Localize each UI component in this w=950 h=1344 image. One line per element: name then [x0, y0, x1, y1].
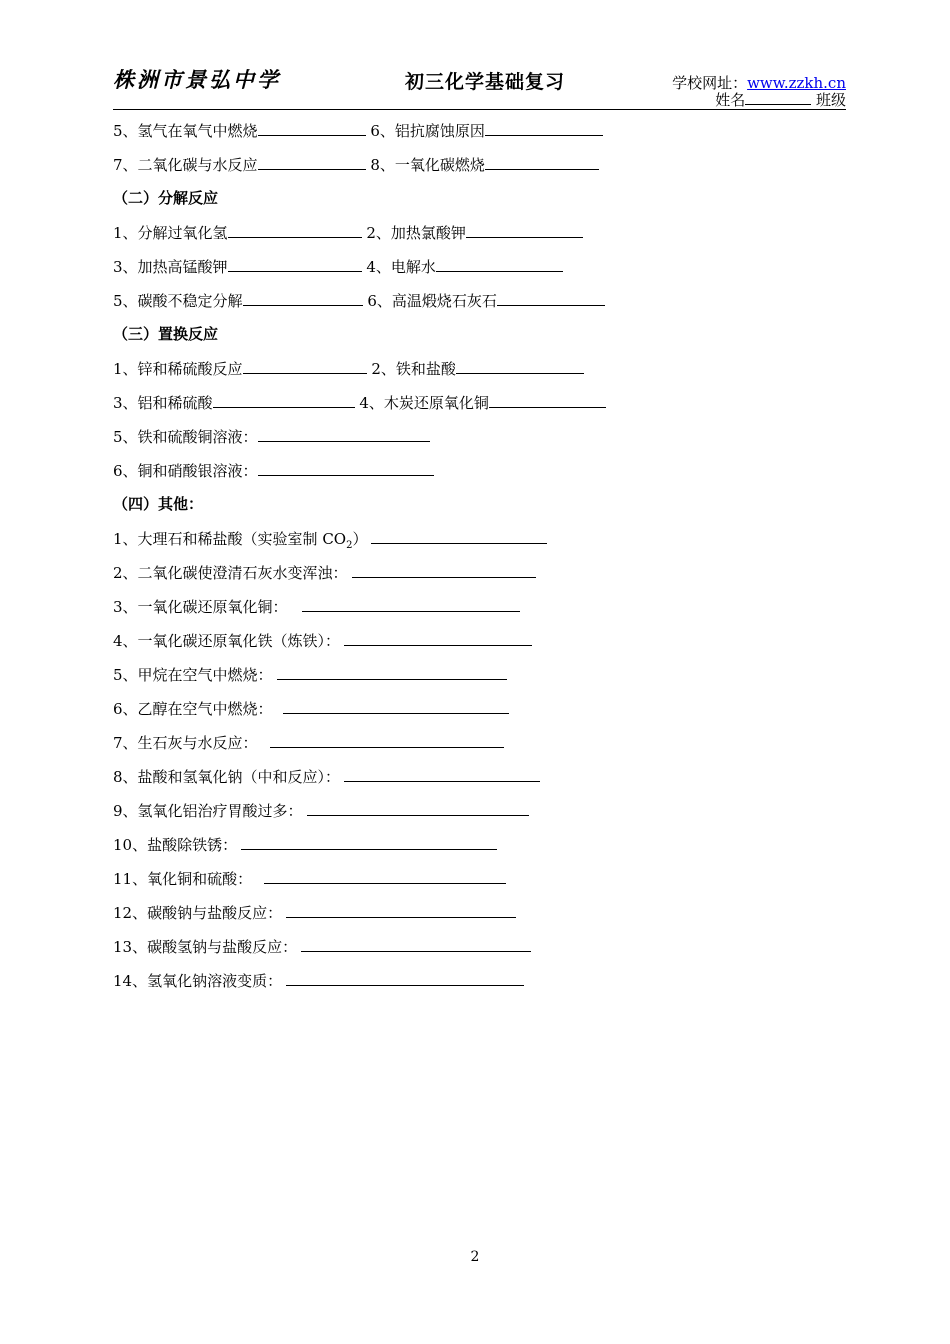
answer-blank[interactable] — [277, 665, 507, 680]
answer-blank[interactable] — [258, 121, 366, 136]
answer-blank[interactable] — [301, 937, 531, 952]
answer-blank[interactable] — [213, 393, 355, 408]
answer-blank[interactable] — [258, 461, 434, 476]
question-row — [113, 903, 516, 922]
question-label: 6、铝抗腐蚀原因 — [370, 122, 485, 140]
answer-blank[interactable] — [286, 971, 524, 986]
page-title: 初三化学基础复习 — [405, 71, 566, 93]
question-row — [113, 869, 506, 888]
section-heading: （四）其他： — [113, 495, 204, 513]
answer-blank[interactable] — [352, 563, 536, 578]
question-label: 3、铝和稀硫酸 — [113, 394, 213, 412]
question-row — [113, 427, 430, 446]
question-label: 5、铁和硫酸铜溶液： — [113, 428, 258, 446]
question-row — [113, 631, 532, 650]
question-label: 8、一氧化碳燃烧 — [370, 156, 485, 174]
answer-blank[interactable] — [489, 393, 606, 408]
answer-blank[interactable] — [497, 291, 605, 306]
question-row — [113, 733, 504, 752]
answer-blank[interactable] — [228, 223, 362, 238]
question-label: 13、碳酸氢钠与盐酸反应： — [113, 938, 298, 956]
answer-blank[interactable] — [436, 257, 563, 272]
page-header — [113, 62, 846, 110]
question-label: 11、氧化铜和硫酸： — [113, 870, 253, 888]
question-row — [113, 767, 540, 786]
question-label: 2、加热氯酸钾 — [366, 224, 466, 242]
class-label: 班级 — [815, 91, 846, 109]
question-row — [113, 937, 531, 956]
question-label: 14、氢氧化钠溶液变质： — [113, 972, 283, 990]
answer-blank[interactable] — [286, 903, 516, 918]
question-row — [113, 155, 599, 174]
question-row — [113, 835, 497, 854]
school-name: 株洲市景弘中学 — [113, 67, 281, 92]
answer-blank[interactable] — [264, 869, 506, 884]
question-label: 5、碳酸不稳定分解 — [113, 292, 243, 310]
answer-blank[interactable] — [344, 767, 540, 782]
question-label: 12、碳酸钠与盐酸反应： — [113, 904, 283, 922]
question-row — [113, 121, 603, 140]
answer-blank[interactable] — [344, 631, 532, 646]
question-row — [113, 461, 434, 480]
question-row — [113, 971, 524, 990]
answer-blank[interactable] — [307, 801, 529, 816]
question-row — [113, 257, 563, 276]
section-heading: （三）置换反应 — [113, 325, 219, 343]
question-row — [113, 223, 583, 242]
answer-blank[interactable] — [371, 529, 547, 544]
question-row — [113, 801, 529, 820]
question-label: 1、大理石和稀盐酸（实验室制 $CO_2$） — [113, 530, 368, 551]
question-label: 4、一氧化碳还原氧化铁（炼铁）： — [113, 632, 341, 650]
question-row — [113, 359, 584, 378]
page-number: 2 — [470, 1249, 480, 1265]
question-label: 4、电解水 — [366, 258, 436, 276]
question-label: 8、盐酸和氢氧化钠（中和反应）： — [113, 768, 341, 786]
answer-blank[interactable] — [456, 359, 584, 374]
question-label: 1、分解过氧化氢 — [113, 224, 228, 242]
question-label: 3、加热高锰酸钾 — [113, 258, 228, 276]
question-label: 3、一氧化碳还原氧化铜： — [113, 598, 288, 616]
question-label: 6、铜和硝酸银溶液： — [113, 462, 258, 480]
question-label: 6、乙醇在空气中燃烧： — [113, 700, 273, 718]
question-label: 5、甲烷在空气中燃烧： — [113, 666, 273, 684]
question-row — [113, 393, 606, 412]
question-label: 5、氢气在氧气中燃烧 — [113, 122, 258, 140]
answer-blank[interactable] — [302, 597, 520, 612]
answer-blank[interactable] — [485, 121, 603, 136]
name-blank[interactable] — [745, 91, 811, 105]
answer-blank[interactable] — [228, 257, 362, 272]
question-row — [113, 665, 507, 684]
answer-blank[interactable] — [485, 155, 599, 170]
section-heading: （二）分解反应 — [113, 189, 219, 207]
answer-blank[interactable] — [258, 427, 430, 442]
question-label: 2、铁和盐酸 — [371, 360, 456, 378]
question-row — [113, 597, 520, 616]
answer-blank[interactable] — [270, 733, 504, 748]
question-row — [113, 529, 547, 555]
site-label: 学校网址： — [672, 74, 748, 92]
question-label: 10、盐酸除铁锈： — [113, 836, 238, 854]
question-label: 7、生石灰与水反应： — [113, 734, 258, 752]
question-label: 1、锌和稀硫酸反应 — [113, 360, 243, 378]
name-label: 姓名 — [715, 91, 746, 109]
answer-blank[interactable] — [243, 359, 367, 374]
question-label: 2、二氧化碳使澄清石灰水变浑浊： — [113, 564, 348, 582]
name-class-line — [715, 89, 846, 110]
answer-blank[interactable] — [243, 291, 363, 306]
answer-blank[interactable] — [241, 835, 497, 850]
site-url-link[interactable]: www.zzkh.cn — [747, 74, 846, 92]
question-row — [113, 563, 536, 582]
question-label: 9、氢氧化铝治疗胃酸过多： — [113, 802, 303, 820]
question-label: 4、木炭还原氧化铜 — [359, 394, 489, 412]
answer-blank[interactable] — [283, 699, 509, 714]
question-row — [113, 699, 509, 718]
answer-blank[interactable] — [466, 223, 583, 238]
answer-blank[interactable] — [258, 155, 366, 170]
question-label: 6、高温煅烧石灰石 — [367, 292, 497, 310]
question-row — [113, 291, 605, 310]
question-label: 7、二氧化碳与水反应 — [113, 156, 258, 174]
